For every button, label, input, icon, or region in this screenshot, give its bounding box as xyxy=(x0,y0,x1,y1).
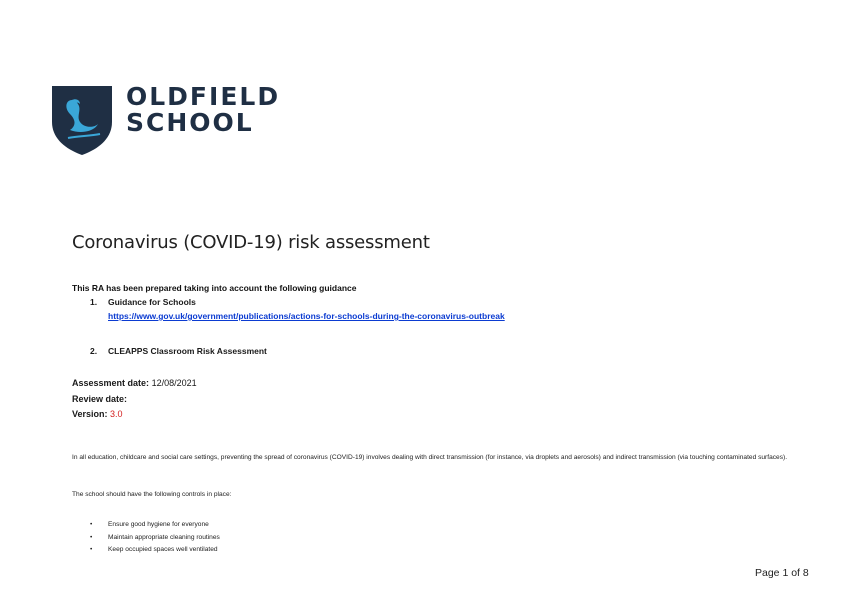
guidance-link[interactable]: https://www.gov.uk/government/publications/actions-for-schools-during-the-coronavirus-outbreak xyxy=(108,311,505,321)
assessment-meta xyxy=(72,376,197,423)
guidance-list xyxy=(90,297,505,321)
logo-wordmark xyxy=(126,84,280,136)
guidance-number: 1. xyxy=(90,297,98,307)
guidance-item-2 xyxy=(90,346,267,356)
assessment-date-label: Assessment date: xyxy=(72,378,150,388)
page-number: Page 1 of 8 xyxy=(755,567,809,579)
version-label: Version: xyxy=(72,409,108,419)
list-item-text: Keep occupied spaces well ventilated xyxy=(108,546,218,553)
list-item xyxy=(90,544,220,557)
review-date-row xyxy=(72,392,197,408)
logo-line-1: OLDFIELD xyxy=(126,82,281,111)
bullet-icon: • xyxy=(90,521,93,528)
version-value: 3.0 xyxy=(110,409,123,419)
guidance-item-1 xyxy=(90,297,505,321)
swan-shield-icon xyxy=(50,84,114,156)
intro-text: This RA has been prepared taking into account the following guidance xyxy=(72,283,357,293)
controls-intro: The school should have the following controls in place: xyxy=(72,491,232,498)
bullet-icon: • xyxy=(90,546,93,553)
version-row xyxy=(72,407,197,423)
list-item xyxy=(90,519,220,532)
controls-list xyxy=(90,519,220,557)
school-logo xyxy=(50,84,280,156)
list-item-text: Ensure good hygiene for everyone xyxy=(108,521,209,528)
list-item xyxy=(90,532,220,545)
assessment-date-value: 12/08/2021 xyxy=(151,378,197,388)
transmission-paragraph: In all education, childcare and social care settings, preventing the spread of coronavirus (COVID-19) involves dealing with direct transmission (for instance, via droplets and aerosols) and indirect transmission (via touching contaminated surfaces). xyxy=(72,454,788,461)
review-date-label: Review date: xyxy=(72,393,128,404)
guidance-number: 2. xyxy=(90,346,98,356)
assessment-date-row xyxy=(72,376,197,392)
logo-line-2: SCHOOL xyxy=(126,108,254,137)
document-title: Coronavirus (COVID-19) risk assessment xyxy=(72,232,430,253)
list-item-text: Maintain appropriate cleaning routines xyxy=(108,533,220,541)
guidance-label: CLEAPPS Classroom Risk Assessment xyxy=(108,346,267,356)
bullet-icon: • xyxy=(90,533,93,541)
guidance-label: Guidance for Schools xyxy=(108,297,196,307)
